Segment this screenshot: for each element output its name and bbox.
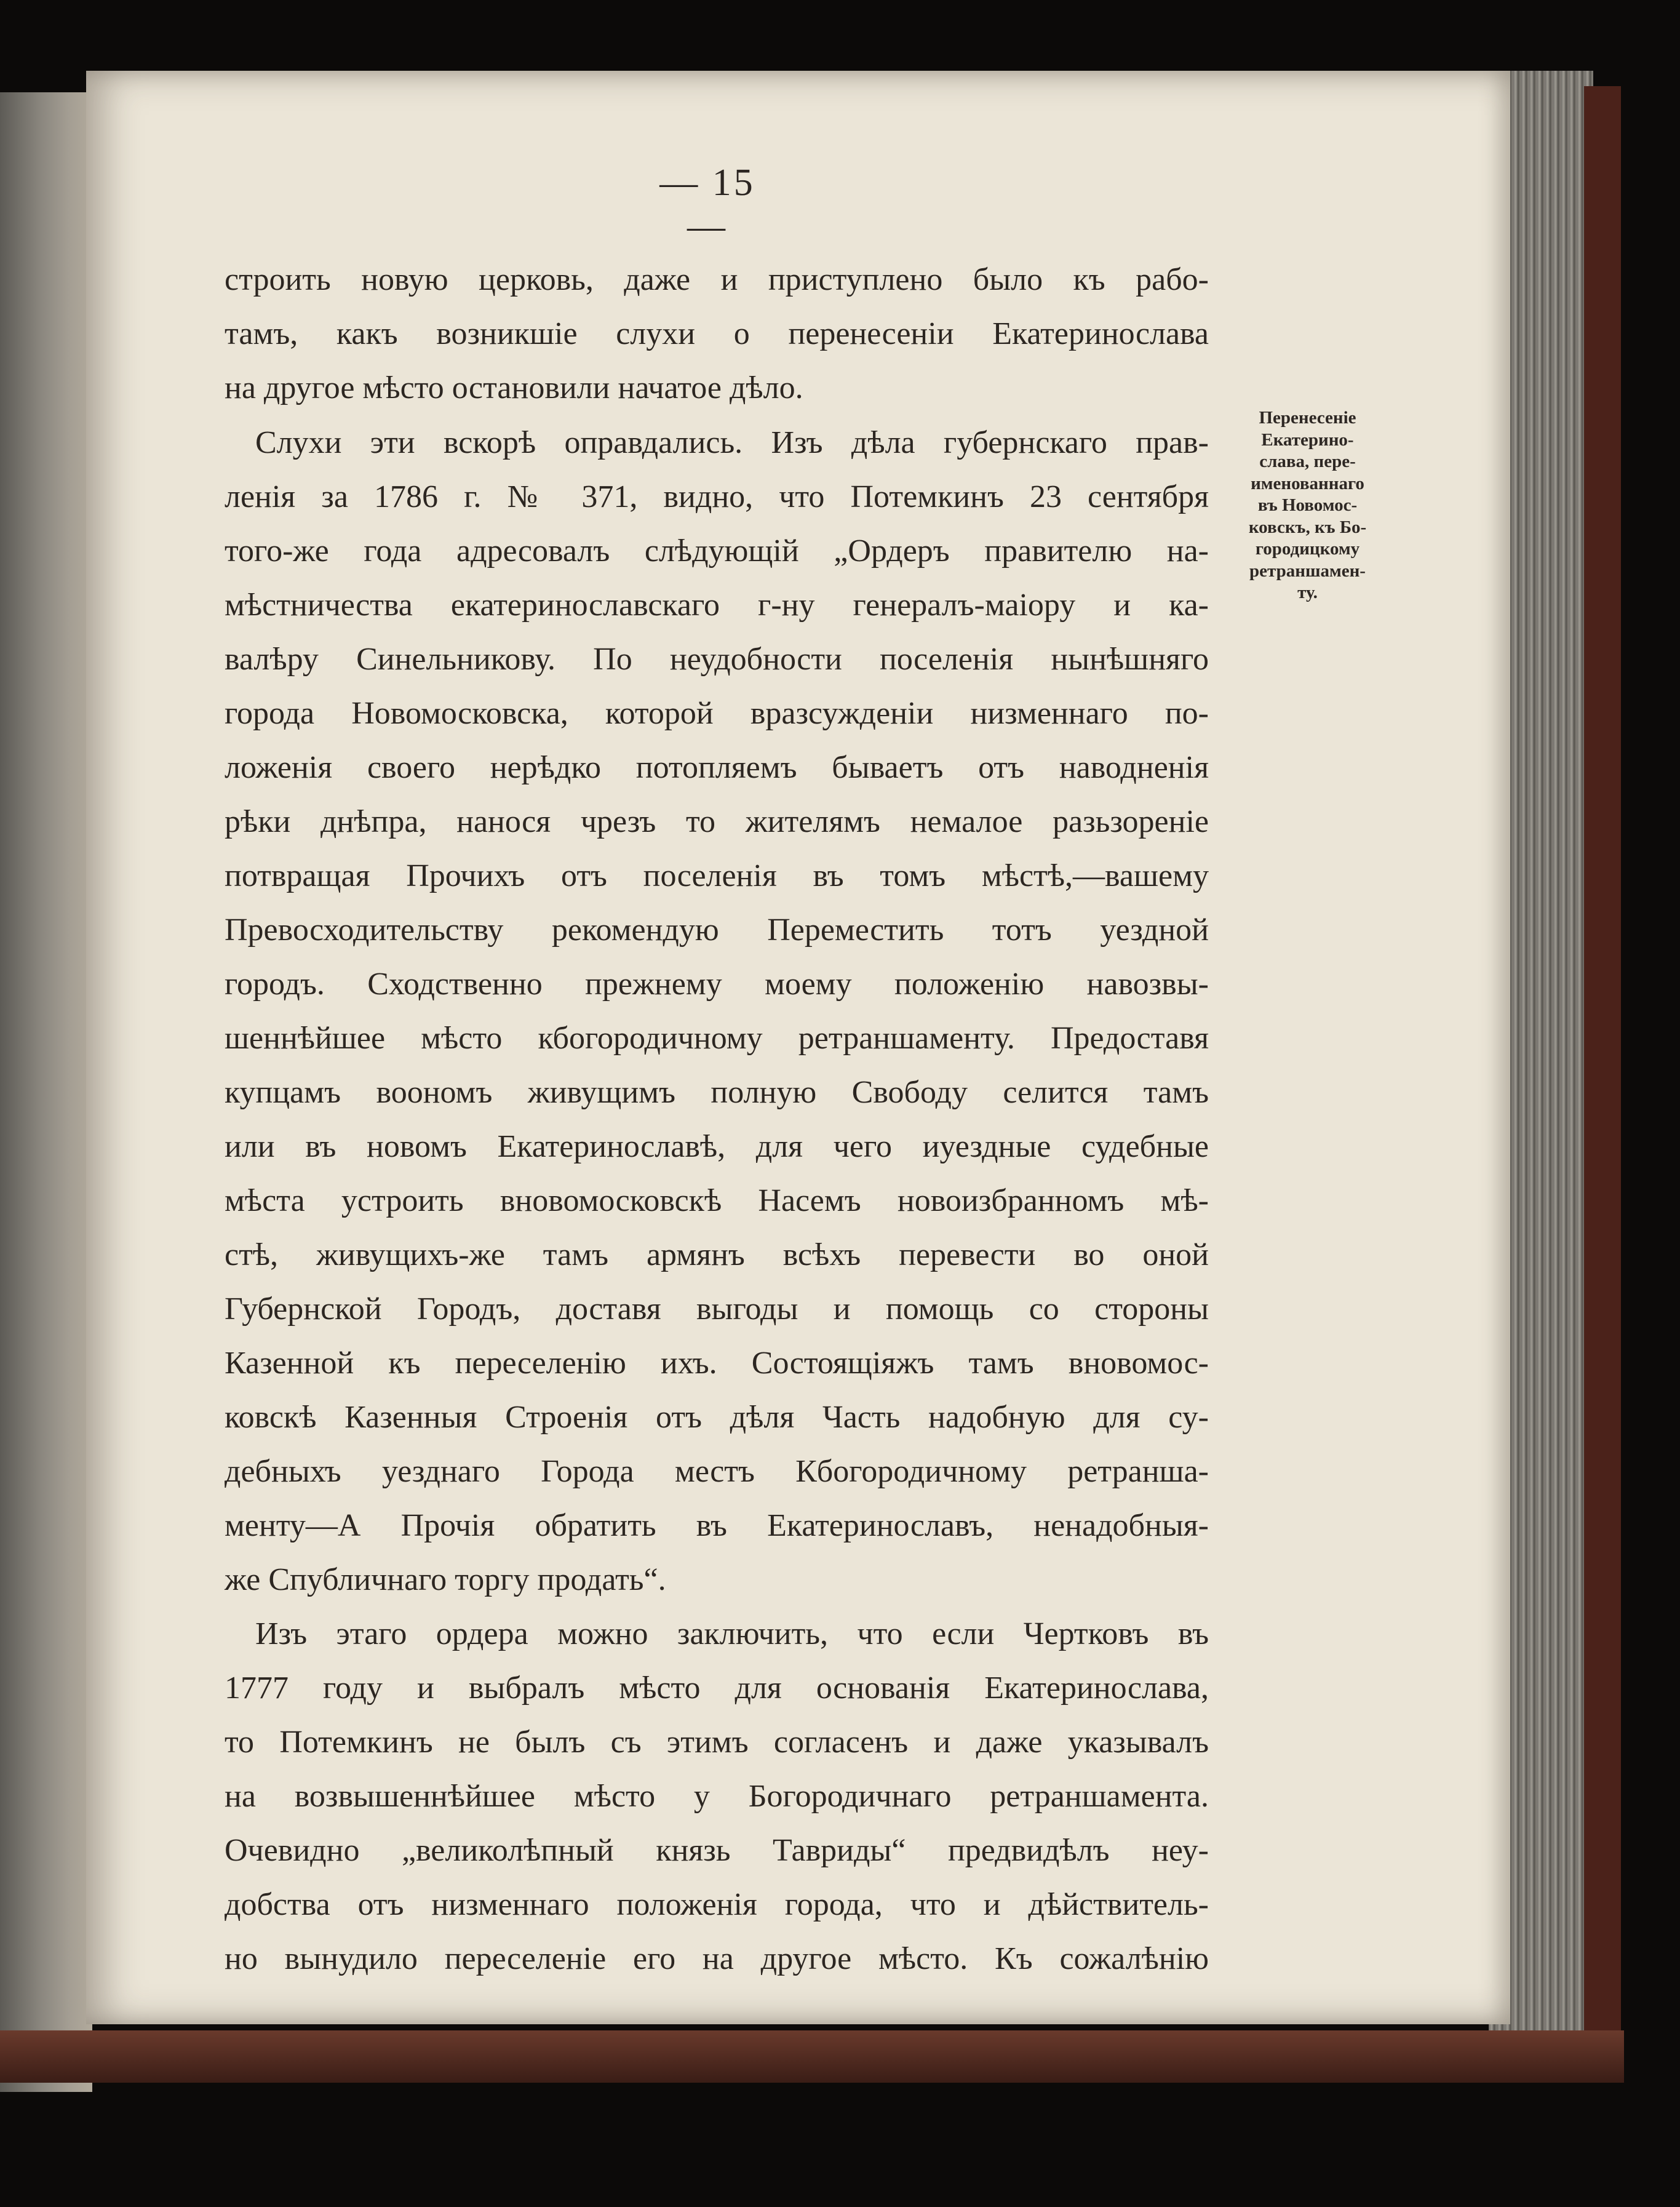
adjacent-left-page (0, 92, 92, 2092)
margin-note-line: слава, пере- (1259, 452, 1356, 471)
text-line: то Потемкинъ не былъ съ этимъ согласенъ и даже указывалъ (225, 1725, 1209, 1760)
margin-note-line: ковскъ, къ Бо- (1248, 517, 1367, 537)
text-line: ковскѣ Казенныя Строенія отъ дѣля Часть надобную для су- (225, 1400, 1209, 1435)
text-line: тамъ, какъ возникшіе слухи о перенесеніи Екатеринослава (225, 316, 1209, 351)
margin-note-line: Перенесеніе (1259, 408, 1356, 428)
text-line: рѣки днѣпра, нанося чрезъ то жителямъ немалое разьзореніе (225, 804, 1209, 839)
text-line: на возвышеннѣйшее мѣсто у Богородичнаго ретраншамента. (225, 1779, 1209, 1814)
margin-note-line: именованнаго (1251, 473, 1364, 493)
text-line: мѣстничества екатеринославскаго г-ну генералъ-маіору и ка- (225, 588, 1209, 623)
text-line: купцамъ воономъ живущимъ полную Свободу селится тамъ (225, 1075, 1209, 1110)
text-line: потвращая Прочихъ отъ поселенія въ томъ мѣстѣ,—вашему (225, 858, 1209, 893)
book-cover-right (1584, 86, 1621, 2055)
text-line: стѣ, живущихъ-же тамъ армянъ всѣхъ перевести во оной (225, 1237, 1209, 1272)
text-line: но вынудило переселеніе его на другое мѣсто. Къ сожалѣнію (225, 1941, 1209, 1976)
text-line: ленія за 1786 г. № 371, видно, что Потемкинъ 23 сентября (225, 479, 1209, 514)
text-line: дебныхъ уезднаго Города местъ Кбогородичному ретранша- (225, 1454, 1209, 1489)
text-line: ложенія своего нерѣдко потопляемъ бываетъ отъ наводненія (225, 750, 1209, 785)
text-line: 1777 году и выбралъ мѣсто для основанія Екатеринослава, (225, 1670, 1209, 1706)
text-line: Губернской Городъ, доставя выгоды и помощь со стороны (225, 1291, 1209, 1327)
text-line: добства отъ низменнаго положенія города, что и дѣйствитель- (225, 1887, 1209, 1922)
book-cover-bottom (0, 2030, 1624, 2083)
page-number: — 15 — (659, 162, 755, 247)
text-line: мѣста устроить вновомосковскѣ Насемъ новоизбранномъ мѣ- (225, 1183, 1209, 1218)
text-line: городъ. Сходственно прежнему моему положенію навозвы- (225, 967, 1209, 1002)
text-line: на другое мѣсто остановили начатое дѣло. (225, 370, 803, 405)
margin-note-line: городицкому (1255, 539, 1360, 559)
text-line: же Спубличнаго торгу продать“. (225, 1562, 666, 1597)
text-line: или въ новомъ Екатеринославѣ, для чего иуездные судебные (225, 1129, 1209, 1164)
text-line: Слухи эти вскорѣ оправдались. Изъ дѣла губернскаго прав- (255, 425, 1209, 460)
text-line: города Новомосковска, которой вразсужденіи низменнаго по- (225, 696, 1209, 731)
margin-note-line: ретраншамен- (1249, 561, 1366, 581)
text-line: Казенной къ переселенію ихъ. Состоящіяжъ тамъ вновомос- (225, 1346, 1209, 1381)
text-line: Превосходительству рекомендую Переместить тотъ уездной (225, 912, 1209, 948)
text-line: Изъ этаго ордера можно заключить, что если Чертковъ въ (255, 1616, 1209, 1651)
margin-note (1241, 407, 1374, 604)
margin-note-line: ту. (1297, 583, 1318, 602)
text-line: того-же года адресовалъ слѣдующій „Ордеръ правителю на- (225, 533, 1209, 569)
margin-note-line: въ Новомос- (1257, 495, 1358, 515)
text-line: шеннѣйшее мѣсто кбогородичному ретраншаменту. Предоставя (225, 1021, 1209, 1056)
text-line: валѣру Синельникову. По неудобности поселенія нынѣшняго (225, 642, 1209, 677)
text-line: Очевидно „великолѣпный князь Тавриды“ предвидѣлъ неу- (225, 1833, 1209, 1868)
text-line: строить новую церковь, даже и приступлено было къ рабо- (225, 262, 1209, 297)
margin-note-line: Екатерино- (1261, 429, 1354, 450)
text-line: менту—А Прочія обратить въ Екатеринославъ, ненадобныя- (225, 1508, 1209, 1543)
